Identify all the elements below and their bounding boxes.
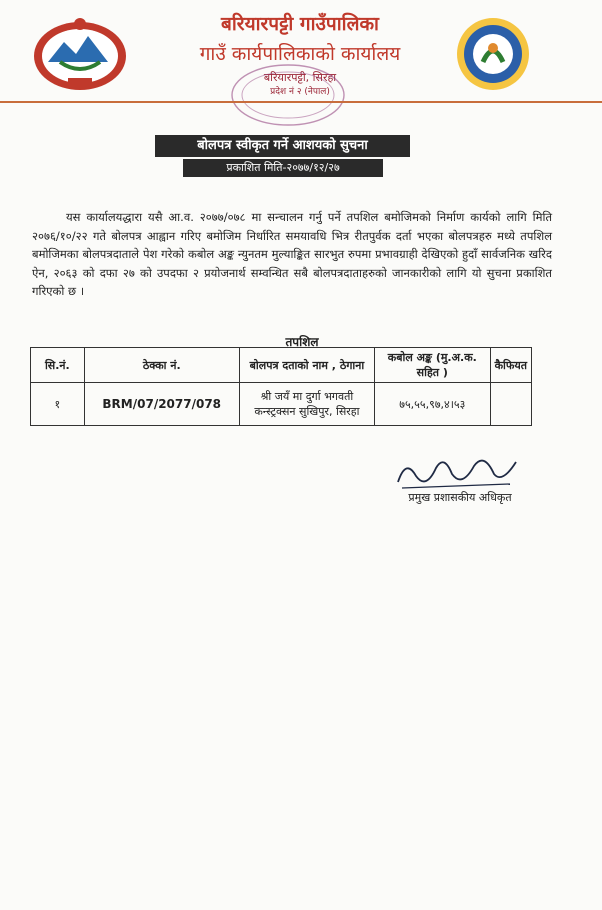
col-serial: सि.नं.	[31, 348, 85, 383]
office-name: बरियारपट्टी गाउँपालिका	[221, 13, 379, 35]
published-date: प्रकाशित मिति-२०७७/१२/२७	[183, 159, 383, 177]
signatory-designation: प्रमुख प्रशासकीय अधिकृत	[408, 491, 512, 504]
signature-icon	[392, 448, 522, 494]
office-address: बरियारपट्टी, सिरहा	[263, 71, 337, 84]
col-amount: कबोल अङ्क (मु.अ.क. सहित )	[375, 348, 491, 383]
cell-amount: ७५,५५,९७,४।५३	[375, 383, 491, 426]
cell-contract-no: BRM/07/2077/078	[84, 383, 239, 426]
notice-body: यस कार्यालयद्धारा यसै आ.व. २०७७/०७८ मा सन्चालन गर्नु पर्ने तपशिल बमोजिमको निर्माण कार्यको लागि मिति २०७६/१०/२२ गते बोलपत्र आह्वान गरिए बमोजिम निर्धारित समयावधि भित्र रीतपुर्वक दर्ता भएका बोलपत्रहरु मध्ये तपशिल बमोजिमका बोलपत्रदाताले पेश गरेको कबोल अङ्क न्युनतम मुल्याङ्कित सारभुत रुपमा प्रभावग्राही देखिएको हुदाँ सार्वजनिक खरिद ऐन, २०६३ को दफा २७ को उपदफा २ प्रयोजनार्थ सम्वन्धित सबै बोलपत्रदाताहरुको जानकारीको लागि यो सुचना प्रकाशित गरिएको छ ।	[32, 210, 552, 299]
header-divider	[0, 101, 602, 103]
office-subtitle: गाउँ कार्यपालिकाको कार्यालय	[199, 43, 401, 65]
cell-serial: १	[31, 383, 85, 426]
notice-title: बोलपत्र स्वीकृत गर्ने आशयको सुचना	[155, 135, 410, 157]
col-bidder: बोलपत्र दताको नाम , ठेगाना	[239, 348, 374, 383]
col-remarks: कैफियत	[490, 348, 531, 383]
col-contract-no: ठेक्का नं.	[84, 348, 239, 383]
nepal-emblem-icon	[30, 14, 130, 94]
schedule-label: तपशिल	[285, 335, 319, 349]
cell-bidder: श्री जयँ मा दुर्गा भगवती कन्स्ट्रक्सन सुखिपुर, सिरहा	[239, 383, 374, 426]
office-province: प्रदेश नं २ (नेपाल)	[270, 87, 330, 97]
municipality-logo-icon	[453, 14, 533, 94]
table-header-row	[31, 348, 532, 383]
cell-remarks	[490, 383, 531, 426]
table-row	[31, 383, 532, 426]
bid-schedule-table	[30, 347, 532, 426]
office-stamp-icon	[228, 62, 348, 128]
